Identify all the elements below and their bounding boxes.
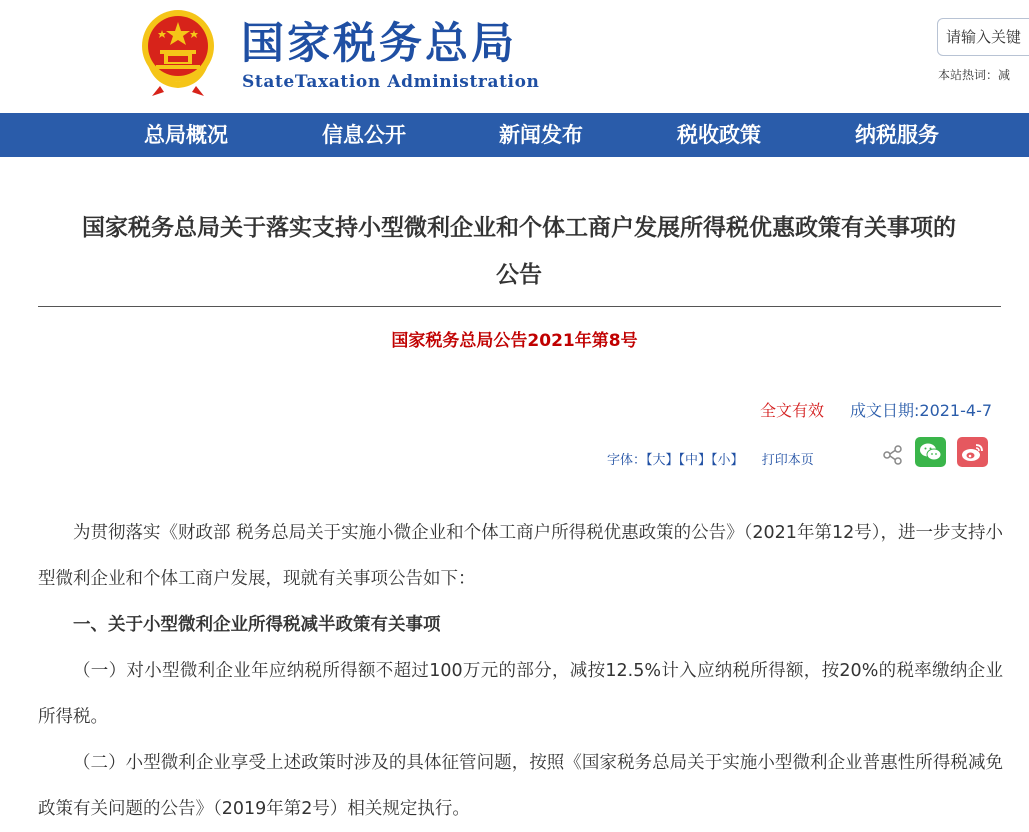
document-date: 成文日期:2021-4-7 <box>850 401 993 420</box>
font-size-label: 字体： <box>607 453 647 468</box>
article-body <box>38 510 1003 832</box>
print-button[interactable]: 打印本页 <box>761 453 814 468</box>
nav-item-tax-policy[interactable]: 税收政策 <box>677 123 761 147</box>
nav-item-taxpayer-service[interactable]: 纳税服务 <box>855 123 939 147</box>
site-logo-en[interactable]: StateTaxation Administration <box>242 72 540 92</box>
article-title-line2: 公告 <box>496 262 542 288</box>
site-logo-cn[interactable]: 国家税务总局 <box>241 19 517 69</box>
site-header <box>0 0 1029 113</box>
nav-item-overview[interactable]: 总局概况 <box>144 123 228 147</box>
document-number: 国家税务总局公告2021年第8号 <box>391 331 638 351</box>
share-icon[interactable] <box>882 444 904 466</box>
article-tools <box>607 449 814 468</box>
hot-word-link[interactable]: 减 <box>998 68 1011 82</box>
wechat-icon[interactable] <box>915 437 946 467</box>
article-title <box>30 205 1008 299</box>
body-paragraph: （一）对小型微利企业年应纳税所得额不超过100万元的部分，减按12.5%计入应纳税所得额，按20%的税率缴纳企业所得税。 <box>38 661 1003 727</box>
section-heading: 一、关于小型微利企业所得税减半政策有关事项 <box>73 615 441 635</box>
title-divider <box>38 306 1001 307</box>
main-nav <box>0 113 1029 157</box>
weibo-icon[interactable] <box>957 437 988 467</box>
font-medium-button[interactable]: 【中】 <box>678 453 712 468</box>
hot-words-label: 本站热词： <box>938 68 999 82</box>
nav-item-news[interactable]: 新闻发布 <box>499 123 583 147</box>
nav-item-info-disclosure[interactable]: 信息公开 <box>322 123 406 147</box>
body-paragraph: 为贯彻落实《财政部 税务总局关于实施小微企业和个体工商户所得税优惠政策的公告》（2021年第12号），进一步支持小型微利企业和个体工商户发展，现就有关事项公告如下： <box>38 523 1003 589</box>
body-paragraph: （二）小型微利企业享受上述政策时涉及的具体征管问题，按照《国家税务总局关于实施小型微利企业普惠性所得税减免政策有关问题的公告》（2019年第2号）相关规定执行。 <box>38 753 1003 819</box>
hot-words <box>938 66 1010 83</box>
font-small-button[interactable]: 【小】 <box>711 453 744 468</box>
search-input[interactable]: 请输入关键 <box>937 18 1029 56</box>
article-title-line1: 国家税务总局关于落实支持小型微利企业和个体工商户发展所得税优惠政策有关事项的 <box>82 215 956 241</box>
national-emblem-icon[interactable] <box>138 8 218 98</box>
validity-status: 全文有效 <box>760 401 825 420</box>
font-large-button[interactable]: 【大】 <box>646 453 679 468</box>
